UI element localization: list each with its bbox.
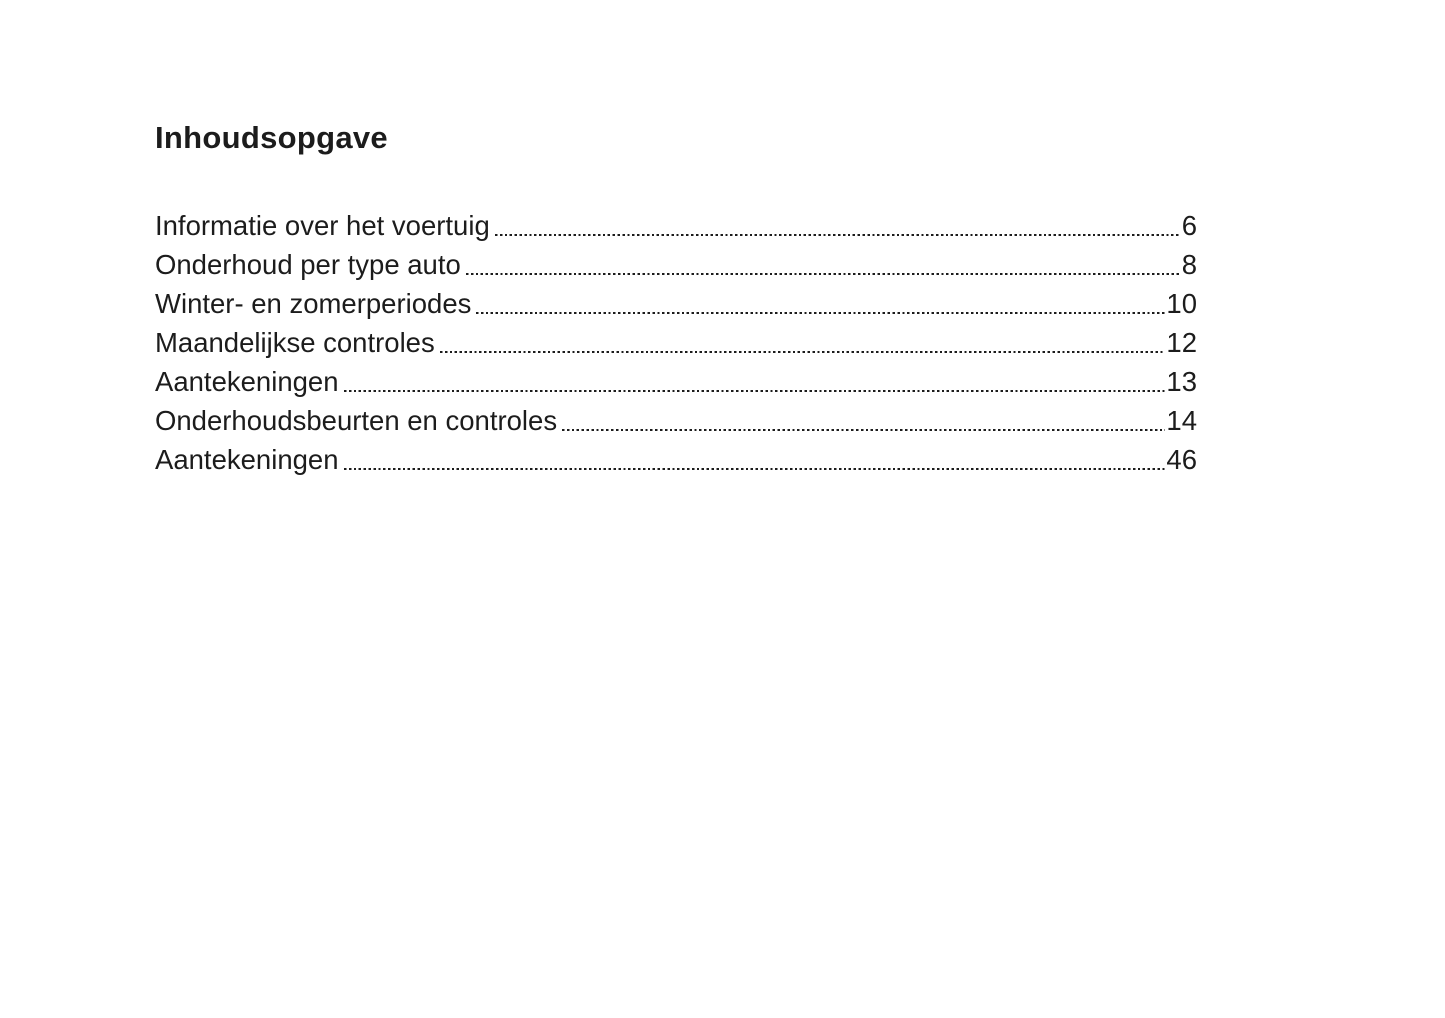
- dot-leader: [495, 234, 1181, 237]
- toc-entry: [155, 362, 1197, 401]
- toc-entry-label: Aantekeningen: [155, 444, 339, 475]
- toc-entry-page-number: 8: [1181, 249, 1197, 280]
- toc-entry-label: Aantekeningen: [155, 366, 339, 397]
- toc-entry-page-number: 12: [1166, 327, 1197, 358]
- toc-entry: [155, 440, 1197, 479]
- dot-leader: [344, 468, 1166, 471]
- toc-entry-page-number: 14: [1166, 405, 1197, 436]
- dot-leader: [476, 312, 1165, 315]
- page-title: Inhoudsopgave: [155, 120, 388, 155]
- toc-entry: [155, 401, 1197, 440]
- toc-entry-label: Informatie over het voertuig: [155, 210, 490, 241]
- toc-page: [155, 118, 1197, 479]
- toc-entry-label: Onderhoud per type auto: [155, 249, 461, 280]
- toc-entry-page-number: 6: [1181, 210, 1197, 241]
- toc-entry: [155, 245, 1197, 284]
- toc-entry-label: Winter- en zomerperiodes: [155, 288, 472, 319]
- toc-entry: [155, 284, 1197, 323]
- toc-entry-label: Onderhoudsbeurten en controles: [155, 405, 558, 436]
- toc-list: [155, 206, 1197, 479]
- toc-entry: [155, 323, 1197, 362]
- toc-entry-page-number: 13: [1166, 366, 1197, 397]
- toc-entry-page-number: 10: [1166, 288, 1197, 319]
- dot-leader: [344, 390, 1166, 393]
- dot-leader: [466, 273, 1181, 276]
- dot-leader: [562, 429, 1165, 432]
- toc-entry-label: Maandelijkse controles: [155, 327, 435, 358]
- toc-entry-page-number: 46: [1166, 444, 1197, 475]
- toc-entry: [155, 206, 1197, 245]
- dot-leader: [440, 351, 1166, 354]
